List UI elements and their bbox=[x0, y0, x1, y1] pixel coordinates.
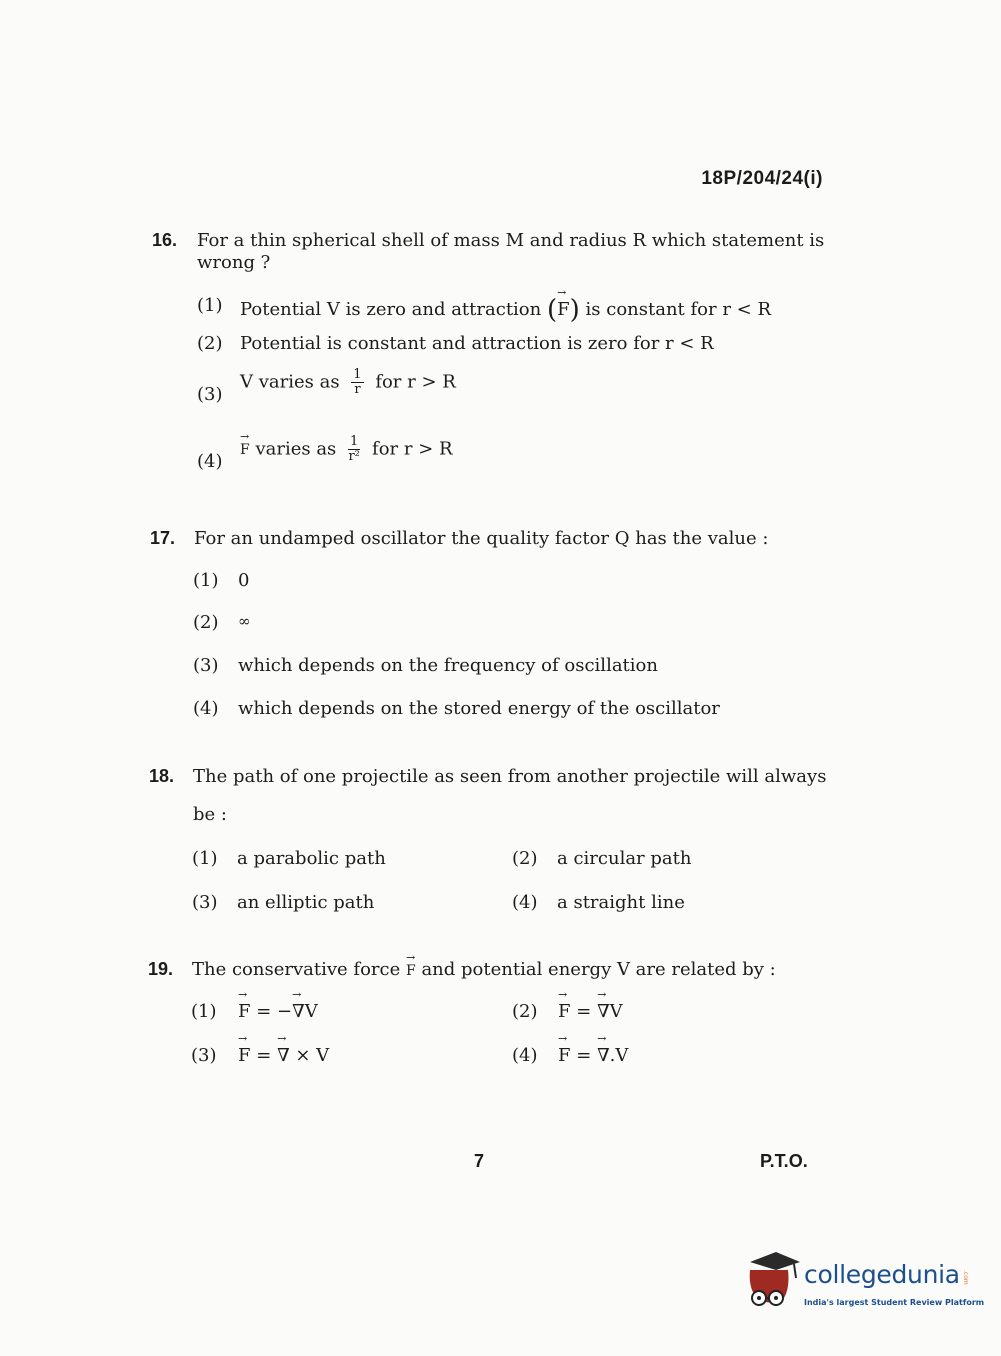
question-18-number: 18. bbox=[149, 766, 175, 786]
q18-option-1-number: (1) bbox=[192, 848, 218, 869]
q18-option-1: a parabolic path bbox=[237, 848, 386, 869]
q17-option-3-number: (3) bbox=[193, 655, 219, 676]
question-18-text-line1: The path of one projectile as seen from another projectile will always bbox=[193, 766, 827, 787]
q16-option-3-number: (3) bbox=[197, 384, 223, 405]
logo-name: collegedunia bbox=[804, 1260, 960, 1289]
q18-option-2: a circular path bbox=[557, 848, 692, 869]
fraction-1-over-r-squared: $\frac{1}{\text{r²}}$ bbox=[348, 434, 360, 464]
question-19-number: 19. bbox=[148, 959, 174, 979]
q19-option-2-number: (2) bbox=[512, 1001, 538, 1022]
q18-option-3: an elliptic path bbox=[237, 892, 375, 913]
q18-option-2-number: (2) bbox=[512, 848, 538, 869]
paper-code: 18P/204/24(i) bbox=[701, 168, 823, 189]
q17-option-1: 0 bbox=[238, 570, 250, 591]
page-number: 7 bbox=[474, 1151, 485, 1171]
q19-option-1-number: (1) bbox=[191, 1001, 217, 1022]
q17-option-4: which depends on the stored energy of the oscillator bbox=[238, 698, 720, 719]
question-19-text-post: and potential energy V are related by : bbox=[421, 959, 776, 980]
q16-option-1-pre: Potential V is zero and attraction bbox=[240, 299, 542, 320]
question-16-number: 16. bbox=[152, 230, 178, 250]
force-vector: → F bbox=[557, 299, 570, 320]
question-16-text-line1: For a thin spherical shell of mass M and radius R which statement is bbox=[197, 230, 825, 251]
q16-option-2-number: (2) bbox=[197, 333, 223, 354]
question-19-text-pre: The conservative force bbox=[192, 959, 401, 980]
question-18-text-line2: be : bbox=[193, 804, 227, 825]
logo-dotcom: .com bbox=[962, 1270, 969, 1285]
q17-option-3: which depends on the frequency of oscillation bbox=[238, 655, 658, 676]
q19-option-3: → F = → ∇ × V bbox=[238, 1045, 329, 1066]
q19-option-4-number: (4) bbox=[512, 1045, 538, 1066]
q16-option-4 bbox=[240, 435, 453, 464]
q16-option-4-number: (4) bbox=[197, 451, 223, 472]
q18-option-4-number: (4) bbox=[512, 892, 538, 913]
question-19-text bbox=[192, 959, 776, 982]
q17-option-4-number: (4) bbox=[193, 698, 219, 719]
question-17-number: 17. bbox=[150, 528, 176, 548]
q16-option-1-number: (1) bbox=[197, 295, 223, 316]
logo-tagline: India's largest Student Review Platform bbox=[804, 1298, 985, 1307]
q19-option-2: → F = → ∇V bbox=[558, 1001, 623, 1022]
q16-option-3-pre: V varies as bbox=[240, 371, 340, 393]
q16-option-4-pre: varies as bbox=[255, 438, 337, 460]
q18-option-3-number: (3) bbox=[192, 892, 218, 913]
force-vector: → F bbox=[406, 960, 416, 982]
q16-option-3-post: for r > R bbox=[375, 371, 456, 393]
mascot-icon bbox=[742, 1248, 802, 1318]
q18-option-4: a straight line bbox=[557, 892, 685, 913]
force-vector: → F bbox=[240, 440, 250, 460]
q16-option-4-post: for r > R bbox=[372, 438, 453, 460]
q19-option-3-number: (3) bbox=[191, 1045, 217, 1066]
q19-option-1: → F = −→ ∇V bbox=[238, 1001, 318, 1022]
q16-option-3 bbox=[240, 368, 456, 397]
q16-option-2: Potential is constant and attraction is zero for r < R bbox=[240, 333, 714, 354]
collegedunia-logo bbox=[742, 1248, 985, 1318]
please-turn-over: P.T.O. bbox=[760, 1151, 808, 1171]
fraction-1-over-r: $\frac{1}{r}$ bbox=[353, 367, 362, 397]
q16-option-1: Potential V is zero and attraction (→ F) is constant for r < R bbox=[240, 295, 771, 325]
question-17-text: For an undamped oscillator the quality factor Q has the value : bbox=[194, 528, 769, 549]
q17-option-2-number: (2) bbox=[193, 612, 219, 633]
q17-option-1-number: (1) bbox=[193, 570, 219, 591]
q17-option-2: ∞ bbox=[238, 612, 251, 630]
q16-option-1-post: is constant for r < R bbox=[585, 299, 772, 320]
q19-option-4: → F = → ∇.V bbox=[558, 1045, 628, 1066]
question-16-text-line2: wrong ? bbox=[197, 252, 271, 273]
